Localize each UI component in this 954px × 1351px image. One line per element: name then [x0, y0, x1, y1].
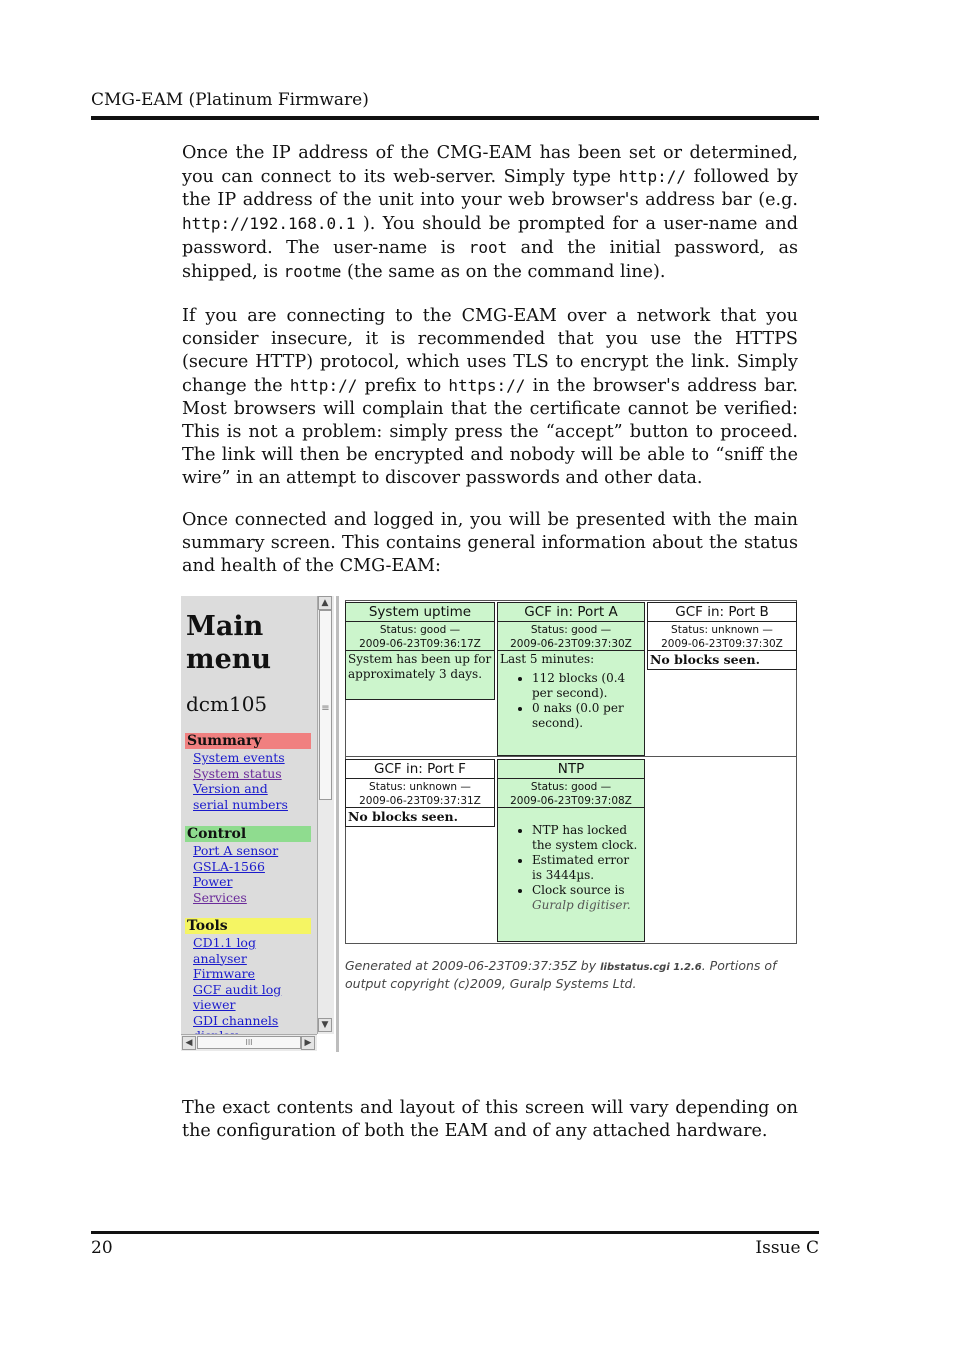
list-item: • 0 naks (0.0 per second). — [532, 701, 642, 731]
paragraph-connect: Once the IP address of the CMG-EAM has been set or determined, you can connect to its web-server. Simply type http:// followed by the IP address of the unit into your web browser's address bar (e.g. http://192.168.0.1 ). You should be prompted for a user-name and password. The user-name is root and the initial password, as shipped, is rootme (the same as on the command line). — [182, 143, 798, 282]
code-password: rootme — [283, 262, 342, 281]
cell-title: NTP — [498, 760, 644, 779]
generated-footer: Generated at 2009-06-23T09:37:35Z by libstatus.cgi 1.2.6. Portions of output copyright (c)2009, Guralp Systems Ltd. — [345, 958, 777, 991]
menu-hostname: dcm105 — [186, 692, 268, 716]
list-item: • NTP has locked the system clock. — [532, 823, 642, 853]
cell-status: Status: unknown — 2009-06-23T09:37:31Z — [346, 779, 494, 808]
menu-link-services[interactable]: Services — [193, 889, 247, 905]
cell-title: GCF in: Port A — [498, 603, 644, 622]
scroll-down-icon[interactable]: ▼ — [318, 1018, 332, 1032]
cell-title: GCF in: Port B — [648, 603, 796, 622]
cell-gcf-port-f — [345, 759, 495, 827]
menu-link-gcf-viewer[interactable]: viewer — [193, 997, 236, 1012]
paragraph-summary-intro: Once connected and logged in, you will be presented with the main summary screen. This contains general information about the status and health of the CMG-EAM: — [182, 510, 798, 576]
menu-horizontal-scroll-thumb[interactable] — [197, 1036, 301, 1049]
menu-section-tools: Tools — [185, 918, 311, 934]
menu-link-system-status[interactable]: System status — [193, 765, 282, 781]
cell-status: Status: good — 2009-06-23T09:37:30Z — [498, 622, 644, 651]
cell-gcf-port-b — [647, 602, 797, 670]
list-item: • 112 blocks (0.4 per second). — [532, 671, 642, 701]
cell-body: System has been up for approximately 3 days. — [348, 652, 492, 681]
main-menu-frame — [181, 596, 317, 1034]
cell-body: No blocks seen. — [650, 652, 760, 667]
issue-label: Issue C — [755, 1238, 819, 1258]
cell-title: GCF in: Port F — [346, 760, 494, 779]
cell-gcf-port-a — [497, 602, 645, 756]
menu-link-power[interactable]: Power — [193, 874, 233, 889]
cell-body: No blocks seen. — [348, 809, 458, 824]
list-item: • Clock source is Guralp digitiser. — [532, 883, 642, 913]
cell-status: Status: unknown — 2009-06-23T09:37:30Z — [648, 622, 796, 651]
scroll-left-icon[interactable]: ◀ — [182, 1036, 196, 1050]
cell-ntp — [497, 759, 645, 942]
menu-section-summary: Summary — [185, 733, 311, 749]
menu-link-gsla[interactable]: GSLA-1566 — [193, 858, 265, 874]
code-http-prefix: http:// — [289, 376, 358, 395]
menu-vertical-scroll-thumb[interactable] — [319, 610, 332, 800]
menu-link-cd11-analyser[interactable]: analyser — [193, 950, 247, 966]
status-frame — [339, 596, 799, 1052]
menu-link-port-a-sensor[interactable]: Port A sensor — [193, 843, 279, 858]
scroll-grip-icon: ≡ — [321, 703, 330, 714]
menu-link-gcf-audit[interactable]: GCF audit log — [193, 981, 282, 997]
menu-link-gdi-channels[interactable]: GDI channels — [193, 1012, 279, 1028]
scroll-up-icon[interactable]: ▲ — [318, 596, 332, 610]
status-grid-row-divider — [345, 756, 797, 757]
cell-body — [498, 808, 644, 914]
cell-status: Status: good — 2009-06-23T09:37:08Z — [498, 779, 644, 808]
page-number: 20 — [91, 1238, 113, 1258]
cell-system-uptime — [345, 602, 495, 700]
menu-link-firmware[interactable]: Firmware — [193, 966, 256, 981]
code-http: http:// — [618, 167, 687, 186]
code-https-prefix: https:// — [448, 376, 526, 395]
menu-section-control: Control — [185, 826, 311, 842]
hscroll-grip-icon: III — [245, 1038, 253, 1047]
menu-title: Main menu — [186, 611, 272, 675]
scroll-right-icon[interactable]: ▶ — [301, 1036, 315, 1050]
paragraph-https: If you are connecting to the CMG-EAM over a network that you consider insecure, it is recommended that you use the HTTPS (secure HTTP) protocol, which uses TLS to encrypt the link. Simply change the http:// prefix to https:// in the browser's address bar. Most browsers will complain that the certificate cannot be verified: This is not a problem: simply press the “accept” button to proceed. The link will then be encrypted and nobody will be able to “sniff the wire” in an attempt to discover passwords and other data. — [182, 306, 798, 488]
menu-link-version-2[interactable]: serial numbers — [193, 796, 288, 812]
menu-link-system-events[interactable]: System events — [193, 750, 285, 765]
footer-rule — [91, 1231, 819, 1234]
code-ip-example: http://192.168.0.1 — [182, 214, 356, 233]
menu-link-version-1[interactable]: Version and — [193, 781, 268, 796]
code-username: root — [468, 238, 508, 257]
cell-title: System uptime — [346, 603, 494, 622]
cell-body: Last 5 minutes: • 112 blocks (0.4 per second). • 0 naks (0.0 per second). — [498, 651, 644, 732]
paragraph-layout-note: The exact contents and layout of this screen will vary depending on the configuration of both the EAM and of any attached hardware. — [182, 1098, 798, 1141]
summary-screen-screenshot — [181, 596, 799, 1052]
header-rule — [91, 116, 819, 120]
menu-link-cd11-log[interactable]: CD1.1 log — [193, 935, 256, 950]
cell-status: Status: good — 2009-06-23T09:36:17Z — [346, 622, 494, 651]
list-item: • Estimated error is 3444µs. — [532, 853, 642, 883]
running-header: CMG-EAM (Platinum Firmware) — [91, 90, 369, 110]
